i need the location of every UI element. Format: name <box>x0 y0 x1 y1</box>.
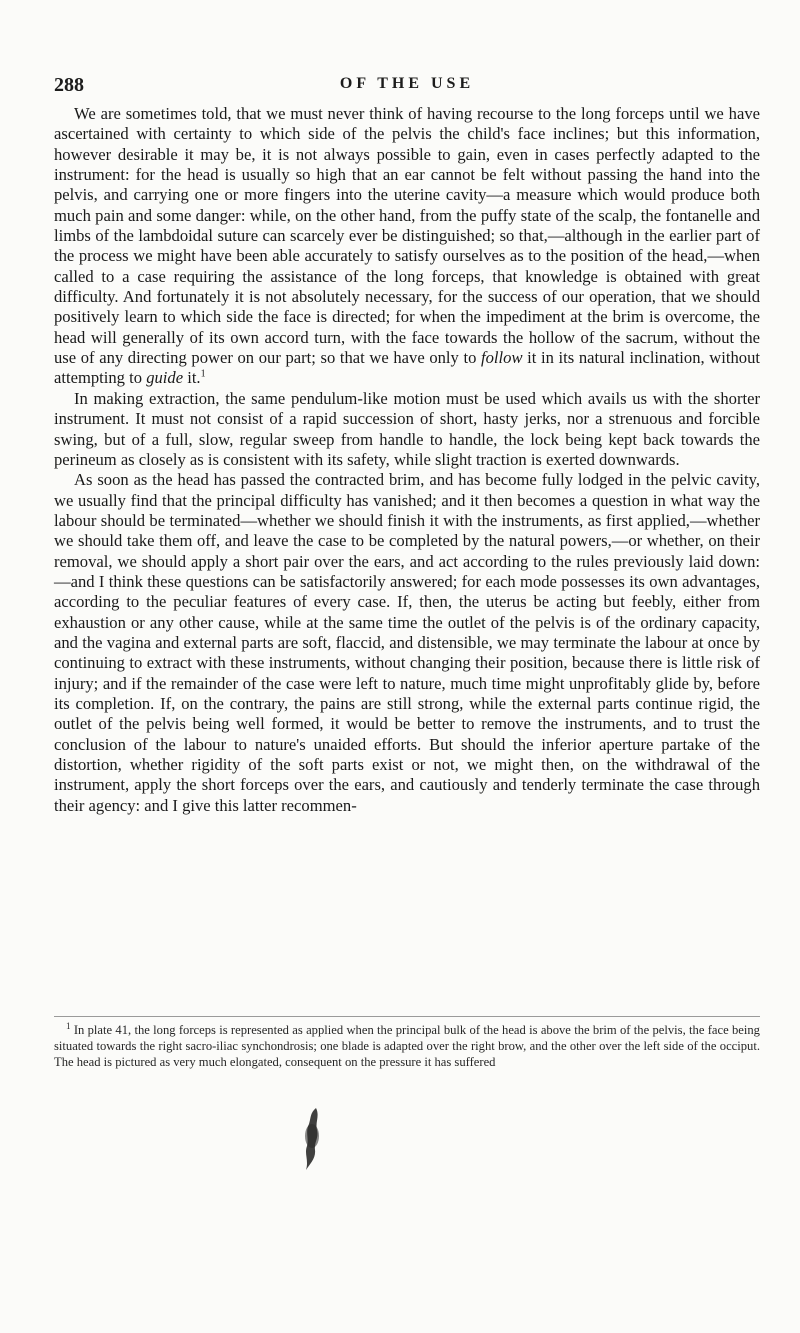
paragraph-1 <box>54 104 760 389</box>
page-header <box>54 74 760 98</box>
paragraph-1-mid: it in its natural inclination, without attempting to <box>54 348 760 388</box>
ink-blot-icon <box>298 1106 324 1172</box>
running-head: OF THE USE <box>339 75 475 92</box>
emphasis-guide: guide <box>146 368 184 388</box>
page-number: 288 <box>54 74 84 96</box>
paragraph-1-end: it. <box>183 368 201 388</box>
footnote-paragraph <box>54 1022 760 1071</box>
footnote <box>54 1022 760 1071</box>
footnote-mark: 1 <box>66 1020 71 1031</box>
body-text <box>54 104 760 816</box>
paragraph-2: In making extraction, the same pendulum-like motion must be used which avails us with the shorter instrument. It must not consist of a rapid succession of short, hasty jerks, nor a strenuous and forcible swing, but of a full, slow, regular sweep from handle to handle, the lock being kept back towards the perineum as closely as is consistent with its safety, while slight traction is exerted downwards. <box>54 388 760 469</box>
footnote-text: In plate 41, the long forceps is represented as applied when the principal bulk of the head is above the brim of the pelvis, the face being situated towards the right sacro-iliac synchondrosis; one blade is adapted over the right brow, and the other over the left side of the occiput. The head is pictured as very much elongated, consequent on the pressure it has suffered <box>54 1023 760 1070</box>
emphasis-follow: follow <box>481 348 523 368</box>
paragraph-3: As soon as the head has passed the contracted brim, and has become fully lodged in the pelvic cavity, we usually find that the principal difficulty has vanished; and it then becomes a question in what way the labour should be terminated—whether we should finish it with the instruments, as first applied,—whether we should take them off, and leave the case to be completed by the natural powers,—or whether, on their removal, we should apply a short pair over the ears, and act according to the rules previously laid down:—and I think these questions can be satisfactorily answered; for each mode possesses its own advantages, according to the peculiar features of every case. If, then, the uterus be acting but feebly, either from exhaustion or any other cause, while at the same time the outlet of the pelvis is of the ordinary capacity, and the vagina and external parts are soft, flaccid, and distensible, we may terminate the labour at once by continuing to extract with these instruments, without changing their position, because there is little risk of injury; and if the remainder of the case were left to nature, much time might unprofitably glide by, before its completion. If, on the contrary, the pains are still strong, while the external parts continue rigid, the outlet of the pelvis being well formed, it would be better to remove the instruments, and to trust the conclusion of the labour to nature's unaided efforts. But should the inferior aperture partake of the distortion, whether rigidity of the soft parts exist or not, we might then, on the withdrawal of the instrument, apply the short forceps over the ears, and cautiously and tenderly terminate the case through their agency: and I give this latter recommen- <box>54 470 760 815</box>
footnote-divider <box>54 1016 760 1017</box>
footnote-reference[interactable]: 1 <box>200 368 206 380</box>
paragraph-1-text: We are sometimes told, that we must never think of having recourse to the long forceps until we have ascertained with certainty to which side of the pelvis the child's face inclines; but this information, however desirable it may be, it is not always possible to gain, even in cases perfectly adapted to the instrument: for the head is usually so high that an ear cannot be felt without passing the hand into the pelvis, and carrying one or more fingers into the uterine cavity—a measure which would produce both much pain and some danger: while, on the other hand, from the puffy state of the scalp, the fontanelle and limbs of the lambdoidal suture can scarcely ever be distinguished; so that,—although in the earlier part of the process we might have been able accurately to satisfy ourselves as to the position of the head,—when called to a case requiring the assistance of the long forceps, that knowledge is obtained with great difficulty. And fortunately it is not absolutely necessary, for the success of our operation, that we should positively learn to which side the face is directed; for when the impediment at the brim is overcome, the head will generally of its own accord turn, with the face towards the hollow of the sacrum, without the use of any directing power on our part; so that we have only to <box>54 104 760 368</box>
